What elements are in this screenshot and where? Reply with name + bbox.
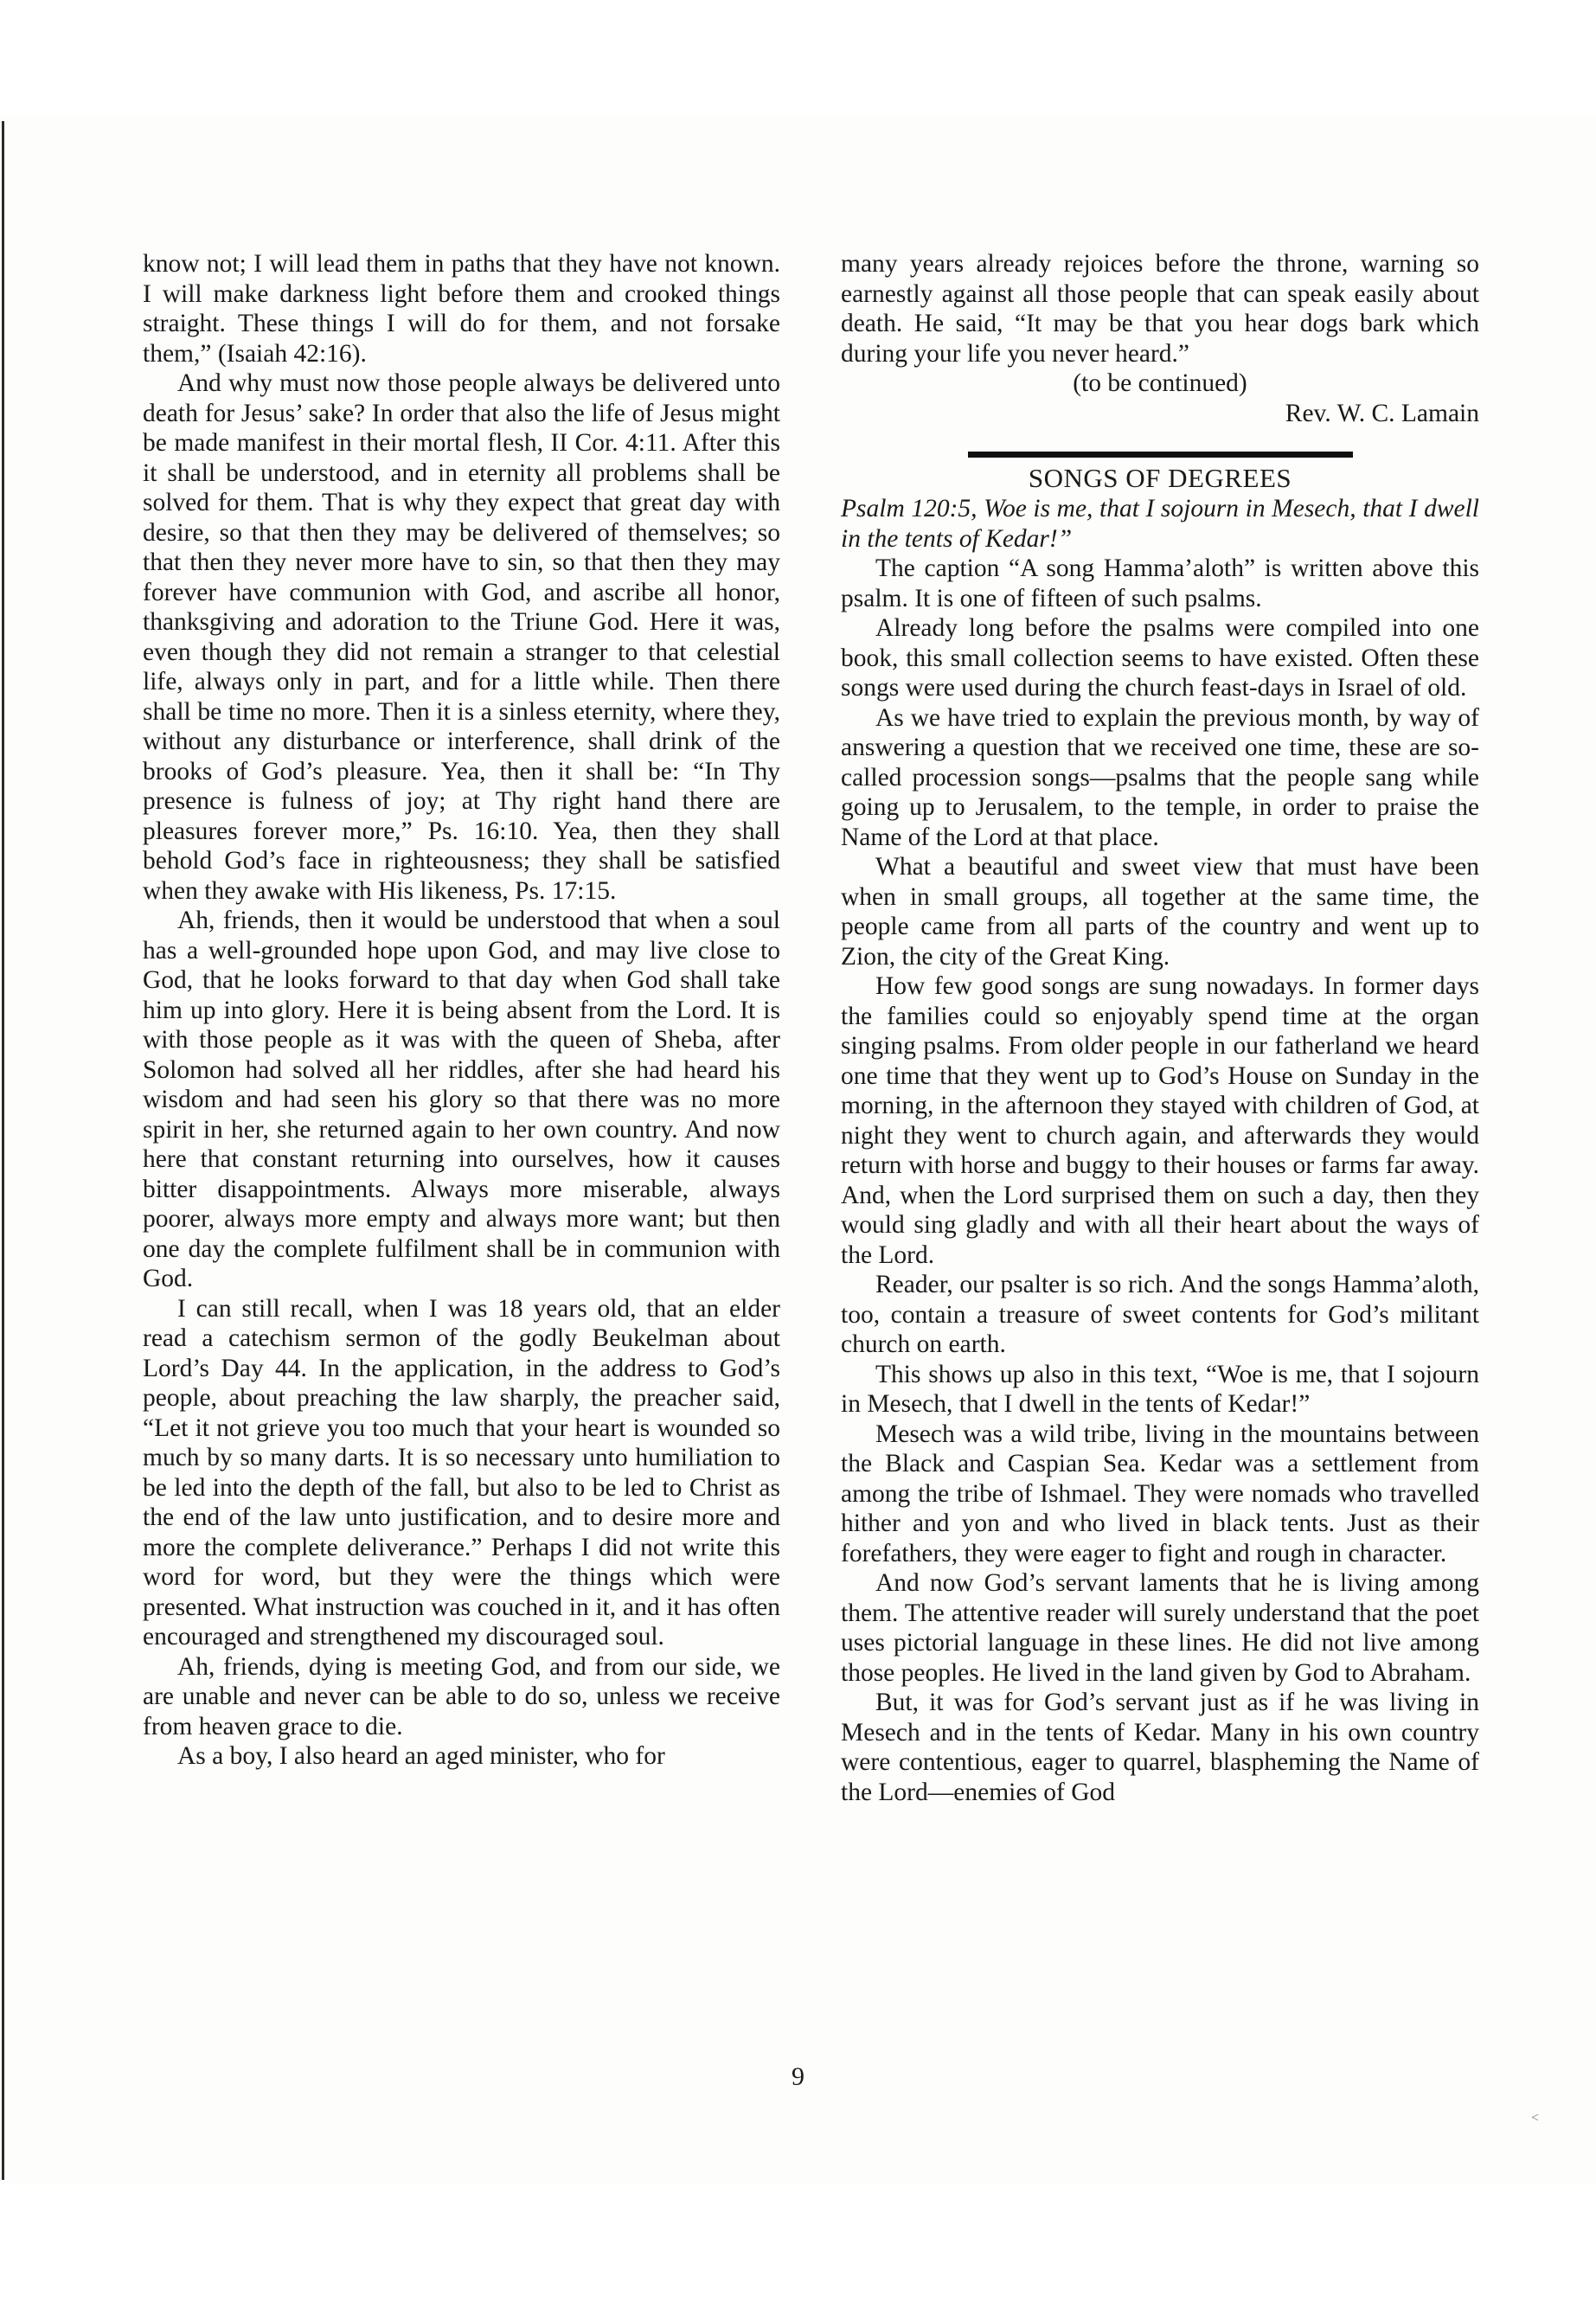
right-paragraph-2: Already long before the psalms were compiled into one book, this small collection seems to have existed. Often these songs were used during the church feast-days in Israel of old.	[841, 614, 1479, 702]
right-paragraph-9: And now God’s servant laments that he is living among them. The attentive reader will surely understand that the poet uses pictorial language in these lines. He did not live among those peoples. He lived in the land given by God to Abraham.	[841, 1569, 1479, 1687]
scan-mark: <	[1531, 2111, 1540, 2125]
left-paragraph-2: And why must now those people always be delivered unto death for Jesus’ sake? In order that also the life of Jesus might be made manifest in their mortal flesh, II Cor. 4:11. After this it shall be understood, and in eternity all problems shall be solved for them. That is why they expect that great day with desire, so that then they may be delivered of themselves; so that then they never more have to sin, so that then they may forever have communion with God, and ascribe all honor, thanksgiving and adoration to the Triune God. Here it was, even though they did not remain a stranger to that celestial life, always only in part, and for a little while. Then there shall be time no more. Then it is a sinless eternity, where they, without any disturbance or interference, shall drink of the brooks of God’s pleasure. Yea, then it shall be: “In Thy presence is fulness of joy; at Thy right hand there are pleasures forever more,” Ps. 16:10. Yea, then they shall behold God’s face in righteousness; they shall be satisfied when they awake with His likeness, Ps. 17:15.	[143, 369, 780, 905]
section-divider	[968, 452, 1353, 458]
left-paragraph-3: Ah, friends, then it would be understood that when a soul has a well-grounded hope upon God, and may live close to God, that he looks forward to that day when God shall take him up into glory. Here it is being absent from the Lord. It is with those people as it was with the queen of Sheba, after Solomon had solved all her riddles, after she had heard his wisdom and had seen his glory so that there was no more spirit in her, she returned again to her own country. And now here that constant returning into ourselves, how it causes bitter disappointments. Always more miserable, always poorer, always more empty and always more want; but then one day the complete fulfilment shall be in communion with God.	[143, 907, 780, 1292]
psalm-intro: Psalm 120:5, Woe is me, that I sojourn in Mesech, that I dwell in the tents of Kedar!”	[841, 495, 1479, 553]
right-paragraph-3: As we have tried to explain the previous month, by way of answering a question that we received one time, these are so-called procession songs—psalms that the people sang while going up to Jerusalem, to the temple, in order to praise the Name of the Lord at that place.	[841, 703, 1479, 851]
right-paragraph-7: This shows up also in this text, “Woe is me, that I sojourn in Mesech, that I dwell in the tents of Kedar!”	[841, 1360, 1479, 1418]
right-paragraph-8: Mesech was a wild tribe, living in the mountains between the Black and Caspian Sea. Kedar was a settlement from among the tribe of Ishmael. They were nomads who travelled hither and yon and who lived in black tents. Just as their forefathers, they were eager to fight and rough in character.	[841, 1420, 1479, 1567]
left-column	[143, 249, 780, 1772]
right-paragraph-6: Reader, our psalter is so rich. And the songs Hamma’aloth, too, contain a treasure of sweet contents for God’s militant church on earth.	[841, 1271, 1479, 1358]
right-paragraph-1: The caption “A song Hamma’aloth” is written above this psalm. It is one of fifteen of such psalms.	[841, 554, 1479, 612]
right-paragraph-4: What a beautiful and sweet view that must have been when in small groups, all together at the same time, the people came from all parts of the country and went up to Zion, the city of the Great King.	[841, 853, 1479, 971]
left-paragraph-5: Ah, friends, dying is meeting God, and from our side, we are unable and never can be able to do so, unless we receive from heaven grace to die.	[143, 1652, 780, 1740]
to-be-continued: (to be continued)	[1073, 369, 1247, 397]
right-continuation: many years already rejoices before the throne, warning so earnestly against all those people that can speak easily about death. He said, “It may be that you hear dogs bark which during your life you never heard.”	[841, 250, 1479, 368]
left-paragraph-1: know not; I will lead them in paths that they have not known. I will make darkness light before them and crooked things straight. These things I will do for them, and not forsake them,” (Isaiah 42:16).	[143, 250, 780, 368]
right-paragraph-10: But, it was for God’s servant just as if he was living in Mesech and in the tents of Kedar. Many in his own country were contentious, eager to quarrel, blaspheming the Name of the Lord—enemies of God	[841, 1689, 1479, 1806]
left-paragraph-4: I can still recall, when I was 18 years old, that an elder read a catechism sermon of the godly Beukelman about Lord’s Day 44. In the application, in the address to God’s people, about preaching the law sharply, the preacher said, “Let it not grieve you too much that your heart is wounded so much by so many darts. It is so necessary unto humiliation to be led into the depth of the fall, but also to be led to Christ as the end of the law unto justification, and to desire more and more the complete deliverance.” Perhaps I did not write this word for word, but they were the things which were presented. What instruction was couched in it, and it has often encouraged and strengthened my discouraged soul.	[143, 1294, 780, 1650]
author-signature: Rev. W. C. Lamain	[1285, 399, 1479, 427]
section-title: SONGS OF DEGREES	[1028, 463, 1292, 493]
page-number: 9	[792, 2062, 804, 2091]
right-paragraph-5: How few good songs are sung nowadays. In former days the families could so enjoyably spend time at the organ singing psalms. From older people in our fatherland we heard one time that they went up to God’s House on Sunday in the morning, in the afternoon they stayed with children of God, at night they went to church again, and afterwards they would return with horse and buggy to their houses or farms far away. And, when the Lord surprised them on such a day, then they would sing gladly and with all their heart about the ways of the Lord.	[841, 972, 1479, 1269]
right-column	[841, 249, 1479, 1807]
left-paragraph-6: As a boy, I also heard an aged minister, who for	[177, 1742, 665, 1770]
scan-edge	[2, 121, 4, 2180]
